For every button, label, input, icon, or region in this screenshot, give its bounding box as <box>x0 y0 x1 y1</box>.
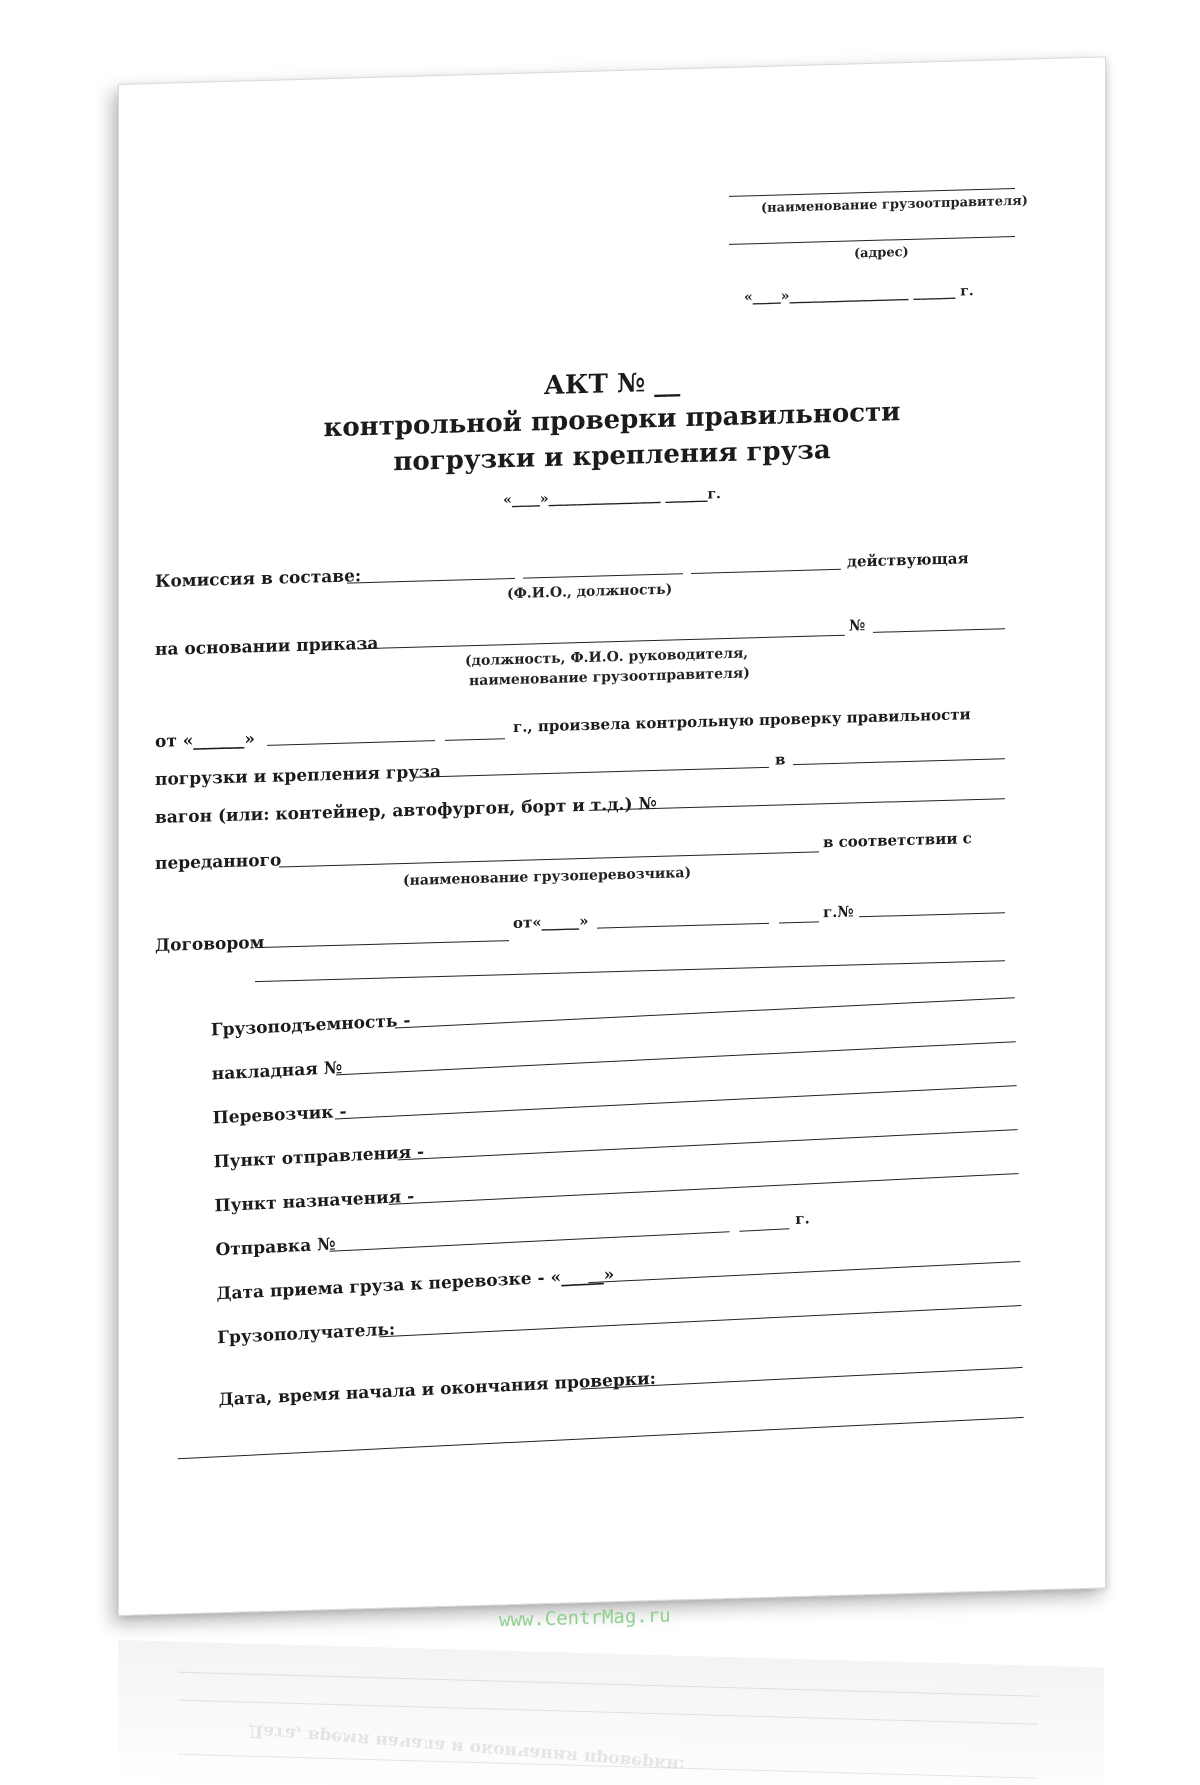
reflection-line <box>178 1672 1038 1697</box>
field-line <box>379 1305 1021 1337</box>
act-subtitle-2: погрузки и крепления груза <box>393 435 831 478</box>
acting-word: действующая <box>847 549 969 571</box>
field-label: накладная № <box>211 1058 343 1085</box>
year-mark: г. <box>795 1209 810 1228</box>
field-line <box>395 997 1015 1028</box>
carrier-hint: (наименование грузоперевозчика) <box>403 864 692 890</box>
field-label: Перевозчик - <box>212 1101 347 1129</box>
shipper-hint: (наименование грузоотправителя) <box>761 193 1028 217</box>
field-label: Пункт отправления - <box>213 1142 425 1173</box>
field-line <box>330 1231 730 1252</box>
act-subtitle: контрольной проверки правильности <box>323 397 901 444</box>
according-text: в соответствии с <box>823 829 972 852</box>
order-label: на основании приказа <box>155 633 379 660</box>
reflection-text: Дата, время начала и окончания проверки: <box>247 1720 686 1776</box>
fio-hint: (Ф.И.О., должность) <box>507 581 673 603</box>
field-label: Пункт назначения - <box>214 1186 415 1217</box>
field-label: Дата, время начала и окончания проверки: <box>218 1368 657 1411</box>
watermark: www.CentrMag.ru <box>499 1604 671 1632</box>
field-label: Отправка № <box>215 1234 336 1261</box>
header-date: «____»_________________ ______ г. <box>744 283 974 306</box>
field-line <box>389 1173 1019 1205</box>
in-label: в <box>775 750 786 769</box>
transferred-label: переданного <box>155 850 282 874</box>
head-hint-2: наименование грузоотправителя) <box>469 665 750 690</box>
performed-text: г., произвела контрольную проверку правильности <box>513 705 971 736</box>
wagon-label: вагон (или: контейнер, автофургон, борт и т.д.) № <box>155 793 657 828</box>
act-title: АКТ № __ <box>543 367 681 402</box>
contract-label: Договором <box>155 932 265 956</box>
field-label: Грузополучатель: <box>217 1319 396 1349</box>
document-sheet <box>118 56 1106 1632</box>
field-year-line <box>739 1228 789 1231</box>
address-hint: (адрес) <box>854 244 909 262</box>
field-line <box>336 1041 1016 1075</box>
field-line <box>398 1129 1018 1160</box>
contract-year-no: г.№ <box>823 902 854 922</box>
reflection-line <box>178 1700 1038 1725</box>
head-hint-1: (должность, Ф.И.О. руководителя, <box>465 645 749 670</box>
field-line <box>335 1085 1017 1119</box>
field-list <box>103 37 1121 1614</box>
sheet-reflection <box>118 1640 1104 1785</box>
from-label: от «______» <box>155 729 256 752</box>
act-date: «____»________________ ______г. <box>503 486 721 509</box>
order-number-sign: № <box>849 616 866 635</box>
commission-label: Комиссия в составе: <box>155 566 362 592</box>
field-line <box>588 1261 1020 1283</box>
loading-label: погрузки и крепления груза <box>155 761 441 790</box>
field-label: Дата приема груза к перевозке - «_____» <box>216 1264 615 1305</box>
final-line <box>178 1417 1024 1459</box>
contract-from: от«_____» <box>513 911 589 932</box>
field-label: Грузоподъемность - <box>210 1010 411 1041</box>
